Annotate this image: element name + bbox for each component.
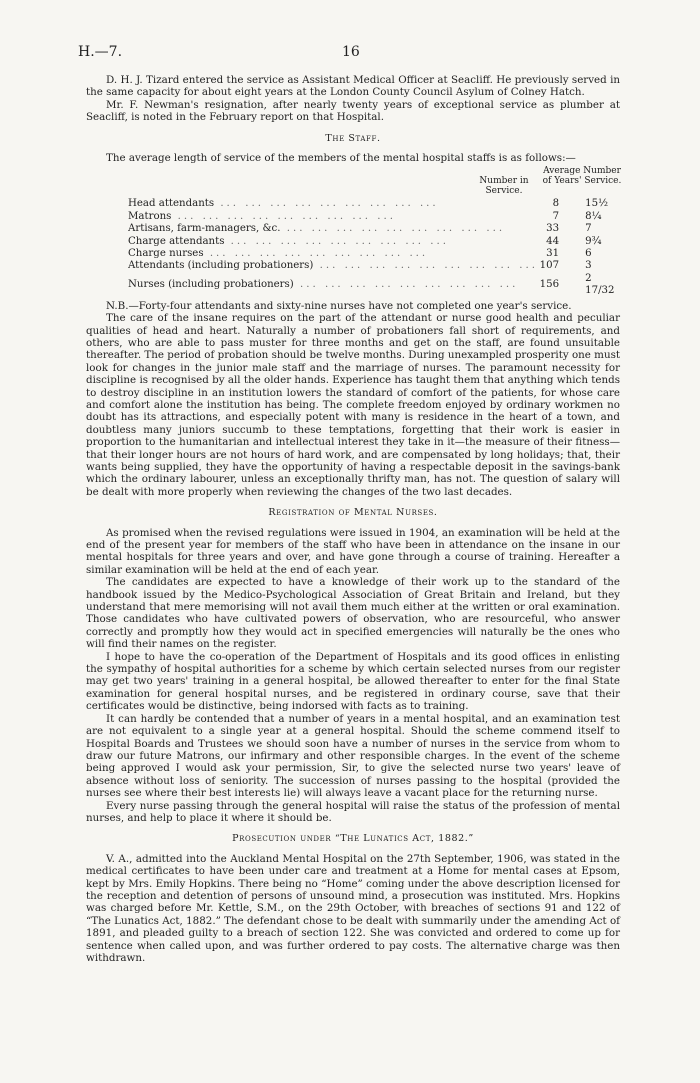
paragraph-newman: Mr. F. Newman's resignation, after nearly twenty years of exceptional service as plumber at Seacliff, is noted in the February report on that Hospital. [86,98,620,124]
staff-row-label [128,248,538,260]
leader-dots: ... ... ... ... ... ... ... ... ... [280,223,506,235]
leader-dots: ... ... ... ... ... ... ... ... ... [293,279,519,291]
staff-row-label [128,260,538,272]
staff-row-number: 44 [546,235,560,247]
staff-row-label [128,198,538,210]
staff-table-row [128,198,620,210]
staff-row-number: 156 [539,279,560,291]
section-title-registration: Registration of Mental Nurses. [268,507,438,519]
staff-row-label [128,273,538,298]
staff-note: N.B.—Forty-four attendants and sixty-nine nurses have not completed one year's service. [106,299,572,312]
staff-row-label-text: Nurses (including probationers) [128,279,294,291]
leader-dots: ... ... ... ... ... ... ... ... ... [224,235,450,247]
paragraph-prosecution: V. A., admitted into the Auckland Mental Hospital on the 27th September, 1906, was stated in the medical certificates to have been under care and treatment at a Home for mental cases at Epsom, kept by Mrs. Emily Hopkins. There being no “Home” coming under the above description licensed for the reception and detention of persons of unsound mind, a prosecution was instituted. Mrs. Hopkins was charged before Mr. Kettle, S.M., on the 29th October, with breaches of sections 91 and 122 of “The Lunatics Act, 1882.” The defendant chose to be dealt with summarily under the amending Act of 1891, and pleaded guilty to a breach of section 122. She was convicted and ordered to come up for sentence when called upon, and was further ordered to pay costs. The alternative charge was then withdrawn. [86,852,620,964]
staff-row-label [128,223,538,235]
staff-row-label-text: Head attendants [128,198,215,210]
leader-dots: ... ... ... ... ... ... ... ... ... [203,248,429,260]
staff-row-label-text: Charge attendants [128,235,225,247]
page-number: 16 [342,44,360,60]
leader-dots: ... ... ... ... ... ... ... ... ... [313,260,538,272]
staff-table-row [128,211,620,223]
paragraph-care-of-insane: The care of the insane requires on the part of the attendant or nurse good health and peculiar qualities of head and heart. Naturally a number of probationers fall short of requirements, and others, who are able to pass muster for three months and get on the staff, are found unsuitable thereafter. The period of probation should be twelve months. During unexampled prosperity one must look for changes in the junior male staff and the marriage of nurses. The paramount necessity for discipline is recognised by all the older hands. Experience has taught them that anything which tends to destroy discipline in an institution lowers the standard of comfort of the patients, for whose care and comfort alone the institution has being. The complete freedom enjoyed by ordinary workmen no doubt has its attractions, and especially potent with many is residence in the heart of a town, and doubtless many juniors succumb to these temptations, forgetting that their work is easier in proportion to the humanitarian and intellectual interest they take in it—the measure of their fitness—that their longer hours are not hours of hard work, and are compensated by long holidays; that, their wants being supplied, they have the opportunity of having a respectable deposit in the savings-bank which the ordinary labourer, unless an exceptionally thrifty man, has not. The question of salary will be dealt with more properly when reviewing the changes of the two last decades. [86,312,620,498]
section-title-staff: The Staff. [325,132,381,144]
leader-dots: ... ... ... ... ... ... ... ... ... [214,198,439,210]
staff-row-label-text: Artisans, farm-managers, &c. [128,223,281,235]
staff-row-label [128,236,538,248]
leader-dots: ... ... ... ... ... ... ... ... ... [171,210,396,222]
staff-row-number: 33 [546,223,560,235]
staff-row-number: 31 [546,248,560,260]
column-header-number: Number in Service. [479,176,529,197]
staff-table-row [128,223,620,235]
staff-table-row [128,248,620,260]
staff-table [128,198,620,297]
staff-intro: The average length of service of the members of the mental hospital staffs is as follows:— [106,152,576,165]
staff-row-label [128,211,538,223]
staff-row-years: 3 [585,260,592,272]
paragraph-registration-3: I hope to have the co-operation of the Department of Hospitals and its good offices in enlisting the sympathy of hospital authorities for a scheme by which certain selected nurses from our register may get two years' training in a general hospital, be allowed thereafter to enter for the final State examination for general hospital nurses, and be registered in ordinary course, save that their certificates would be distinctive, being indorsed with facts as to training. [86,650,620,713]
staff-row-years: 2 17/32 [585,272,615,297]
staff-table-row [128,236,620,248]
page-header [78,44,624,64]
staff-table-header [86,168,620,198]
staff-row-label-text: Charge nurses [128,248,204,260]
staff-row-number: 7 [552,210,560,222]
document-body [86,74,620,964]
column-header-years: Average Number of Years' Service. [542,166,622,187]
staff-table-row [128,273,620,298]
staff-row-years: 15½ [585,198,608,210]
staff-row-label-text: Attendants (including probationers) [128,260,314,272]
staff-row-years: 7 [585,223,592,235]
paragraph-registration-4: It can hardly be contended that a number of years in a mental hospital, and an examination test are not equivalent to a single year at a general hospital. Should the scheme commend itself to Hospital Boards and Trustees we should soon have a number of nurses in the service from whom to draw our future Matrons, our infirmary and other responsible charges. In the event of the scheme being approved I would ask your permission, Sir, to give the selected nurse two years' leave of absence without loss of seniority. The succession of nurses passing to the hospital (provided the nurses see where their best interests lie) will always leave a vacant place for the returning nurse. [86,712,620,800]
paragraph-tizard: D. H. J. Tizard entered the service as Assistant Medical Officer at Seacliff. He previously served in the same capacity for about eight years at the London County Council Asylum of Colney Hatch. [86,74,620,99]
paragraph-registration-2: The candidates are expected to have a knowledge of their work up to the standard of the handbook issued by the Medico-Psychological Association of Great Britain and Ireland, but they understand that mere memorising will not avail them much either at the written or oral examination. Those candidates who have cultivated powers of observation, who are resourceful, who answer correctly and promptly how they would act in specified emergencies will naturally be the ones who will find their names on the register. [86,576,620,651]
section-title-prosecution: Prosecution under “The Lunatics Act, 1882.” [232,833,474,845]
staff-row-label-text: Matrons [128,210,172,222]
paragraph-registration-5: Every nurse passing through the general hospital will raise the status of the profession of mental nurses, and help to place it where it should be. [86,799,620,824]
staff-row-number: 8 [552,198,560,210]
document-code: H.—7. [78,44,123,60]
staff-row-years: 9¾ [585,235,602,247]
paragraph-registration-1: As promised when the revised regulations were issued in 1904, an examination will be held at the end of the present year for members of the staff who have been in attendance on the insane in our mental hospitals for three years and over, and have gone through a course of training. Hereafter a similar examination will be held at the end of each year. [86,526,620,576]
staff-table-row [128,260,620,272]
staff-row-years: 6 [585,248,592,260]
staff-row-number: 107 [539,260,560,272]
staff-row-years: 8¼ [585,210,602,222]
